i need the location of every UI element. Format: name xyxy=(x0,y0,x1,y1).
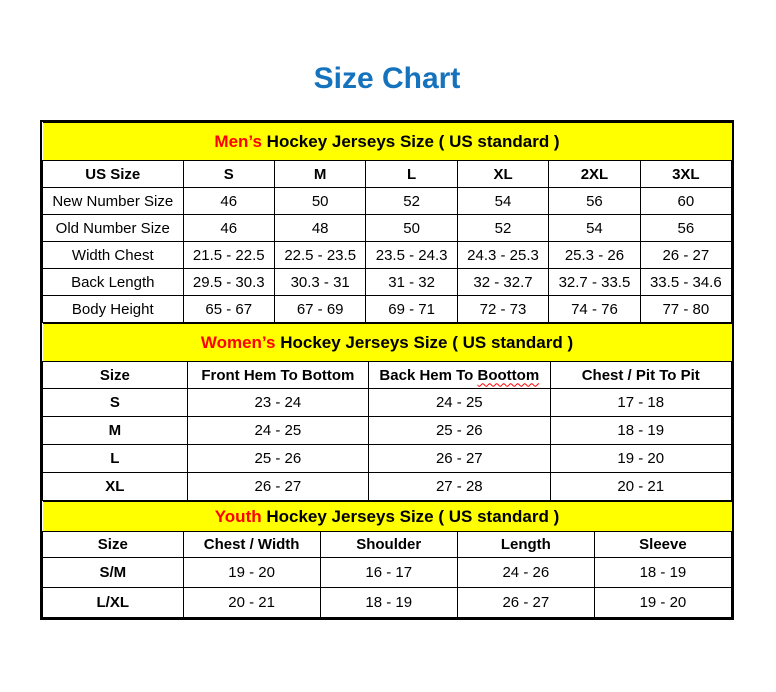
column-header-shoulder: Shoulder xyxy=(320,532,457,558)
column-header-3xl: 3XL xyxy=(640,161,731,188)
size-value-cell: 18 - 19 xyxy=(320,588,457,618)
size-value-cell: 19 - 20 xyxy=(594,588,731,618)
column-header-l: L xyxy=(366,161,457,188)
column-header-chest-width: Chest / Width xyxy=(183,532,320,558)
size-value-cell: 18 - 19 xyxy=(594,558,731,588)
row-label: XL xyxy=(43,473,188,501)
size-value-cell: 26 - 27 xyxy=(369,445,550,473)
row-label: S xyxy=(43,389,188,417)
size-value-cell: 26 - 27 xyxy=(457,588,594,618)
column-header-front-hem: Front Hem To Bottom xyxy=(187,362,368,389)
size-value-cell: 24.3 - 25.3 xyxy=(457,242,548,269)
column-header-m: M xyxy=(274,161,365,188)
size-value-cell: 27 - 28 xyxy=(369,473,550,501)
size-value-cell: 65 - 67 xyxy=(183,296,274,323)
youth-size-table xyxy=(42,501,732,618)
size-value-cell: 23.5 - 24.3 xyxy=(366,242,457,269)
row-label: Back Length xyxy=(43,269,184,296)
size-value-cell: 54 xyxy=(457,188,548,215)
size-value-cell: 25 - 26 xyxy=(369,417,550,445)
size-value-cell: 50 xyxy=(366,215,457,242)
size-value-cell: 46 xyxy=(183,215,274,242)
womens-section-title xyxy=(43,324,732,362)
size-value-cell: 21.5 - 22.5 xyxy=(183,242,274,269)
column-header-s: S xyxy=(183,161,274,188)
table-row-youth-lxl xyxy=(43,588,732,618)
youth-group-label: Youth xyxy=(214,506,262,526)
row-label: L xyxy=(43,445,188,473)
size-value-cell: 32 - 32.7 xyxy=(457,269,548,296)
mens-section-band xyxy=(43,123,732,161)
table-row-body-height xyxy=(43,296,732,323)
table-row-youth-sm xyxy=(43,558,732,588)
table-row-back-length xyxy=(43,269,732,296)
mens-section-title xyxy=(43,123,732,161)
size-chart xyxy=(40,120,734,620)
column-header-xl: XL xyxy=(457,161,548,188)
table-row-old-number-size xyxy=(43,215,732,242)
row-label: M xyxy=(43,417,188,445)
size-value-cell: 29.5 - 30.3 xyxy=(183,269,274,296)
mens-band-text: Hockey Jerseys Size ( US standard ) xyxy=(261,131,560,151)
size-value-cell: 69 - 71 xyxy=(366,296,457,323)
column-header-2xl: 2XL xyxy=(549,161,640,188)
size-value-cell: 60 xyxy=(640,188,731,215)
womens-size-table xyxy=(42,323,732,501)
womens-group-label: Women’s xyxy=(200,332,276,352)
womens-header-row xyxy=(43,362,732,389)
column-header-size: Size xyxy=(43,532,184,558)
size-value-cell: 20 - 21 xyxy=(550,473,732,501)
table-row-new-number-size xyxy=(43,188,732,215)
table-row-width-chest xyxy=(43,242,732,269)
size-value-cell: 50 xyxy=(274,188,365,215)
column-header-back-hem xyxy=(369,362,550,389)
back-hem-misspelled-word: Boottom xyxy=(477,366,540,384)
size-value-cell: 46 xyxy=(183,188,274,215)
size-value-cell: 67 - 69 xyxy=(274,296,365,323)
size-value-cell: 32.7 - 33.5 xyxy=(549,269,640,296)
row-label: Old Number Size xyxy=(43,215,184,242)
womens-section-band xyxy=(43,324,732,362)
back-hem-prefix: Back Hem To xyxy=(379,366,478,384)
size-value-cell: 72 - 73 xyxy=(457,296,548,323)
row-label: New Number Size xyxy=(43,188,184,215)
youth-band-text: Hockey Jerseys Size ( US standard ) xyxy=(261,506,560,526)
table-row-women-l xyxy=(43,445,732,473)
size-value-cell: 77 - 80 xyxy=(640,296,731,323)
size-value-cell: 18 - 19 xyxy=(550,417,732,445)
column-header-sleeve: Sleeve xyxy=(594,532,731,558)
size-value-cell: 74 - 76 xyxy=(549,296,640,323)
size-value-cell: 56 xyxy=(640,215,731,242)
size-value-cell: 20 - 21 xyxy=(183,588,320,618)
size-value-cell: 24 - 26 xyxy=(457,558,594,588)
column-header-chest-pit: Chest / Pit To Pit xyxy=(550,362,732,389)
size-value-cell: 26 - 27 xyxy=(187,473,368,501)
mens-group-label: Men’s xyxy=(214,131,262,151)
size-value-cell: 25 - 26 xyxy=(187,445,368,473)
size-value-cell: 17 - 18 xyxy=(550,389,732,417)
column-header-size: Size xyxy=(43,362,188,389)
row-label: S/M xyxy=(43,558,184,588)
table-row-women-s xyxy=(43,389,732,417)
column-header-us-size: US Size xyxy=(43,161,184,188)
row-label: Width Chest xyxy=(43,242,184,269)
size-value-cell: 52 xyxy=(366,188,457,215)
size-value-cell: 26 - 27 xyxy=(640,242,731,269)
table-row-women-xl xyxy=(43,473,732,501)
size-value-cell: 31 - 32 xyxy=(366,269,457,296)
table-row-women-m xyxy=(43,417,732,445)
size-value-cell: 48 xyxy=(274,215,365,242)
size-value-cell: 19 - 20 xyxy=(550,445,732,473)
size-value-cell: 16 - 17 xyxy=(320,558,457,588)
youth-section-band xyxy=(43,502,732,532)
size-value-cell: 24 - 25 xyxy=(187,417,368,445)
size-value-cell: 30.3 - 31 xyxy=(274,269,365,296)
size-value-cell: 56 xyxy=(549,188,640,215)
size-value-cell: 22.5 - 23.5 xyxy=(274,242,365,269)
row-label: L/XL xyxy=(43,588,184,618)
size-value-cell: 23 - 24 xyxy=(187,389,368,417)
size-value-cell: 54 xyxy=(549,215,640,242)
size-value-cell: 25.3 - 26 xyxy=(549,242,640,269)
row-label: Body Height xyxy=(43,296,184,323)
size-value-cell: 24 - 25 xyxy=(369,389,550,417)
page-title: Size Chart xyxy=(313,62,461,95)
mens-header-row xyxy=(43,161,732,188)
womens-band-text: Hockey Jerseys Size ( US standard ) xyxy=(275,332,574,352)
mens-size-table xyxy=(42,122,732,323)
youth-header-row xyxy=(43,532,732,558)
size-value-cell: 19 - 20 xyxy=(183,558,320,588)
size-value-cell: 52 xyxy=(457,215,548,242)
column-header-length: Length xyxy=(457,532,594,558)
youth-section-title xyxy=(43,502,732,532)
size-value-cell: 33.5 - 34.6 xyxy=(640,269,731,296)
